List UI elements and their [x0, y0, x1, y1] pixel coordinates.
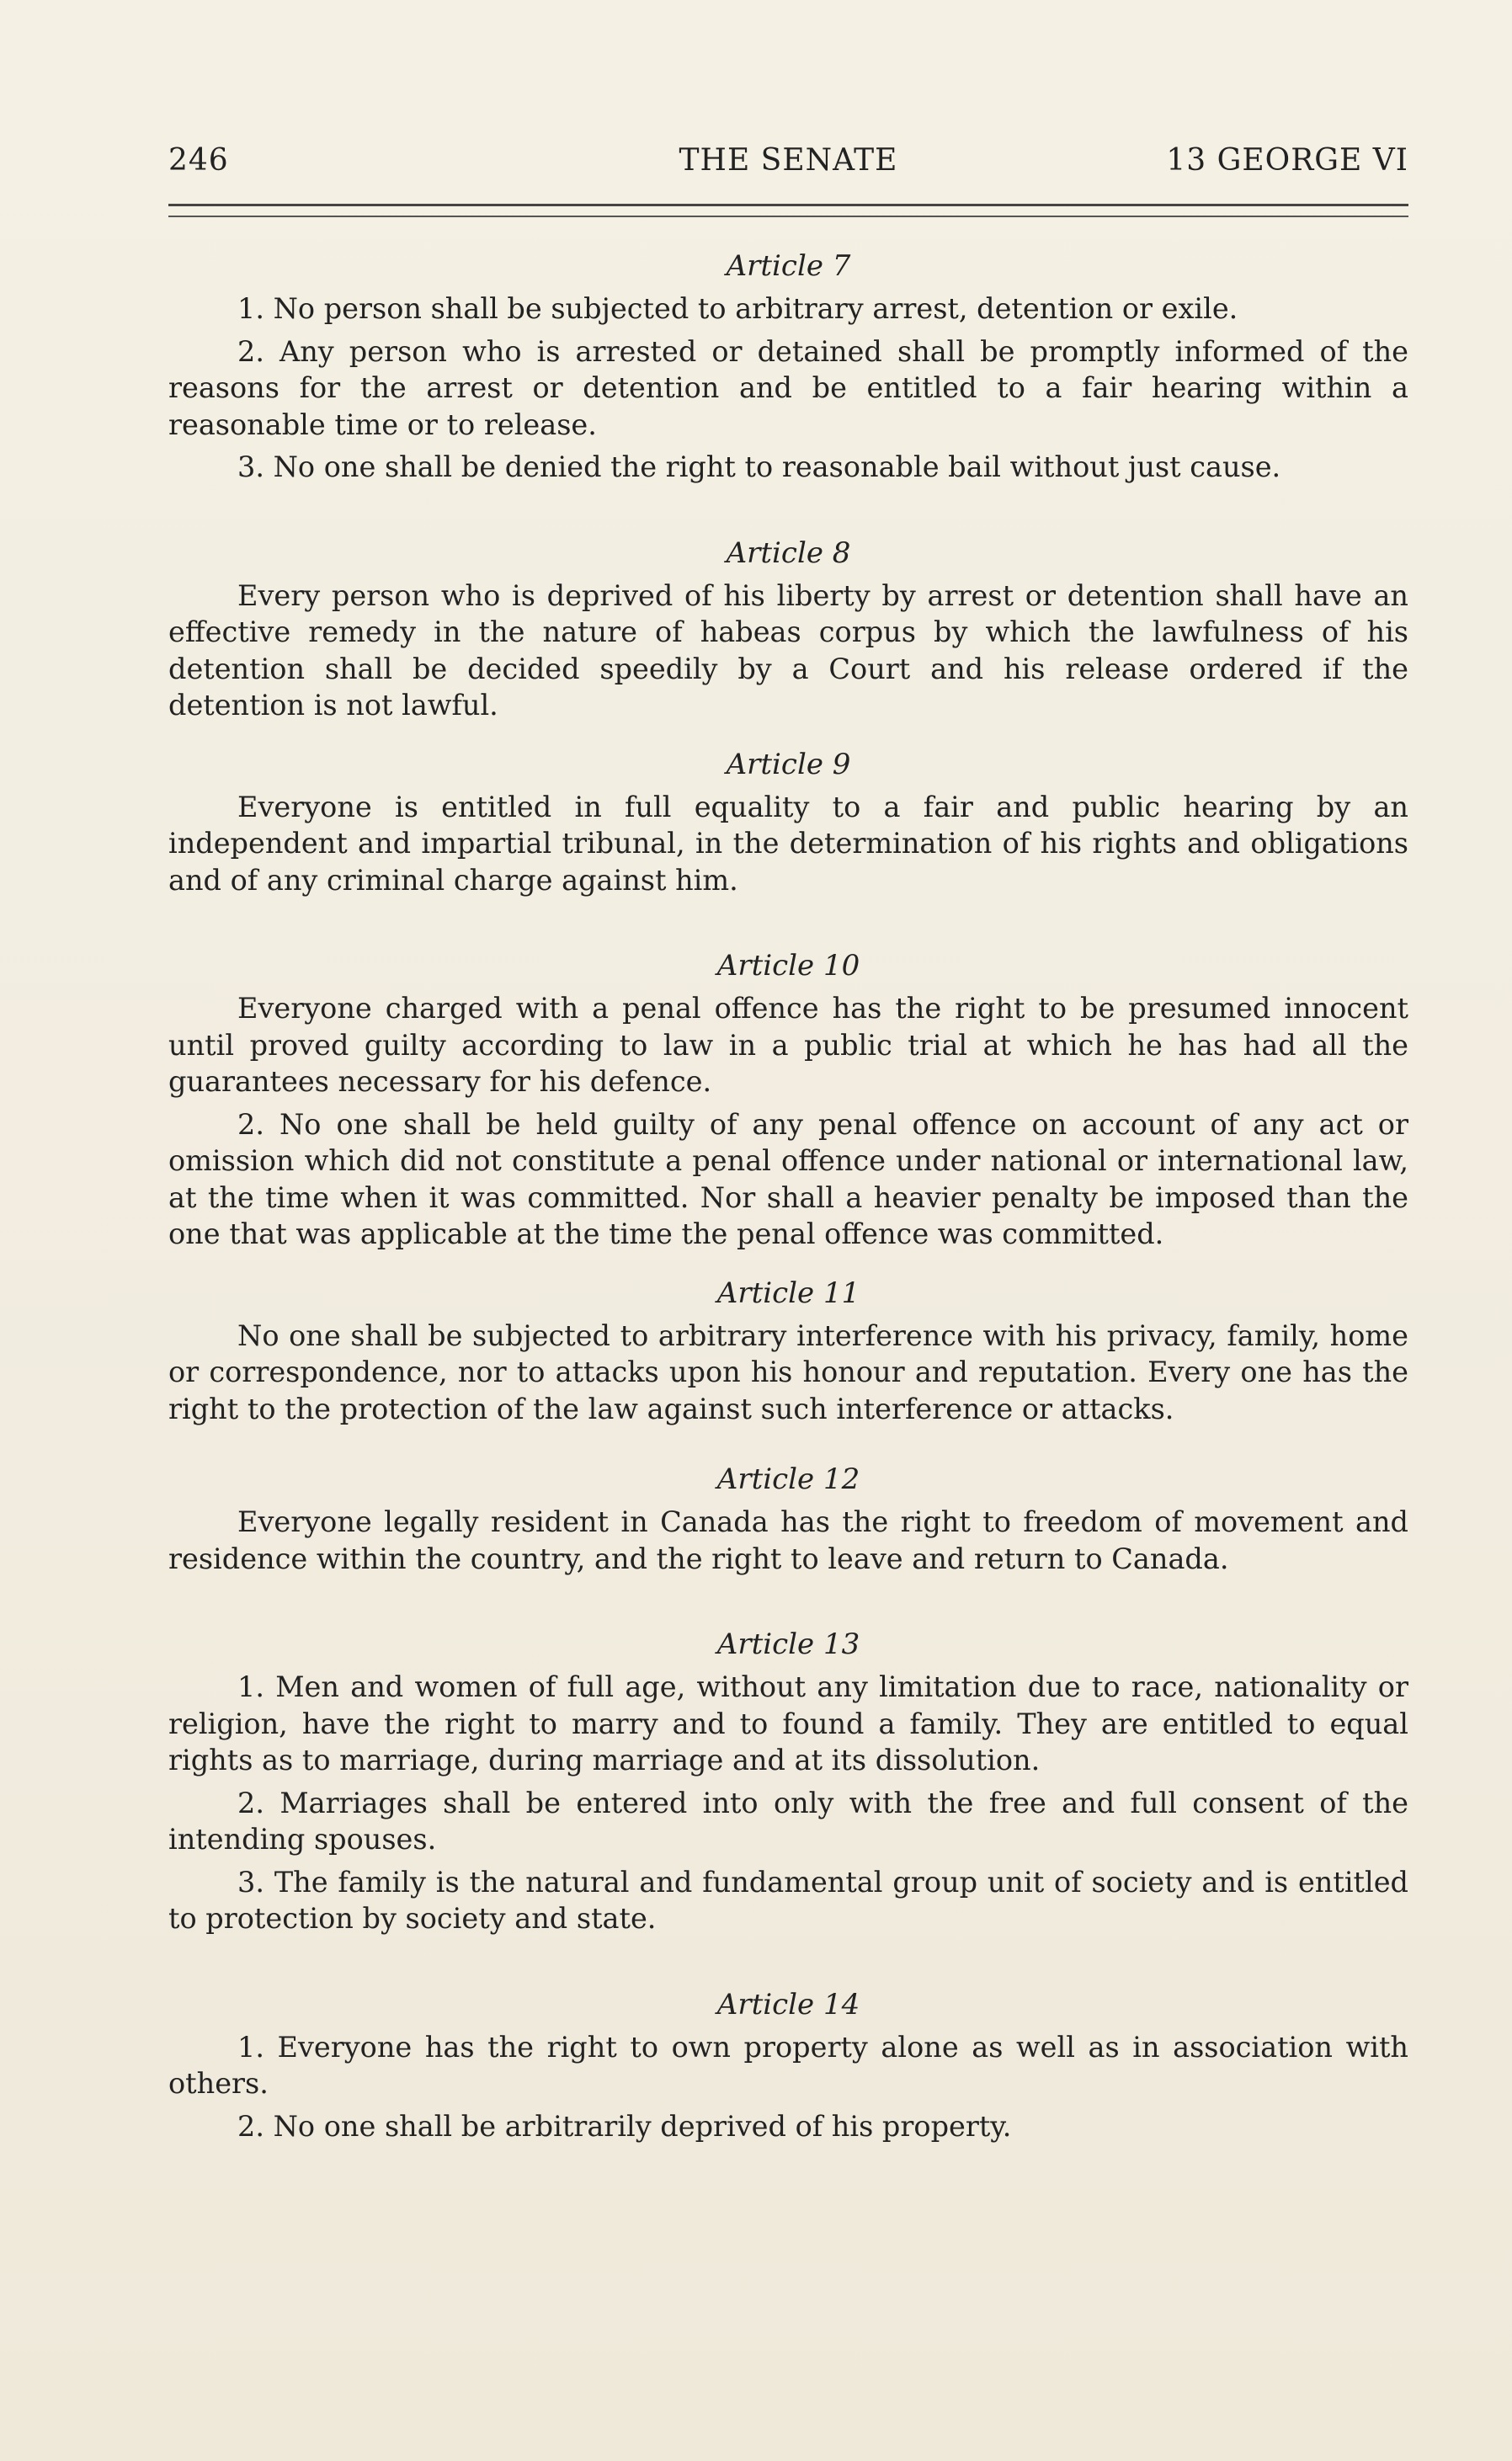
article-9	[168, 746, 1408, 899]
document-body	[168, 248, 1408, 2144]
paragraph: 2. No one shall be held guilty of any penal offence on account of any act or omission which did not constitute a penal offence under national or international law, at the time when it was committed. Nor shall a heavier penalty be imposed than the one that was applicable at the time the penal offence was committed.	[168, 1107, 1408, 1250]
paragraph: 1. No person shall be subjected to arbitrary arrest, detention or exile.	[237, 292, 1238, 325]
article-title: Article 9	[726, 747, 851, 781]
article-10	[168, 947, 1408, 1253]
paragraph: 2. Marriages shall be entered into only with the free and full consent of the intending spouses.	[168, 1786, 1408, 1856]
paragraph: Every person who is deprived of his liberty by arrest or detention shall have an effective remedy in the nature of habeas corpus by which the lawfulness of his detention shall be decided speedily by a Court and his release ordered if the detention is not lawful.	[168, 578, 1408, 722]
paragraph: 2. No one shall be arbitrarily deprived of his property.	[237, 2109, 1012, 2143]
paragraph: Everyone is entitled in full equality to a fair and public hearing by an independent and impartial tribunal, in the determination of his rights and obligations and of any criminal charge against him.	[168, 790, 1408, 897]
paragraph: 3. No one shall be denied the right to reasonable bail without just cause.	[237, 450, 1281, 483]
article-title: Article 11	[716, 1276, 860, 1310]
running-header	[168, 143, 1408, 187]
paragraph: Everyone legally resident in Canada has the right to freedom of movement and residence within the country, and the right to leave and return to Canada.	[168, 1505, 1408, 1575]
article-7	[168, 248, 1408, 486]
article-title: Article 7	[726, 249, 851, 283]
paragraph: Everyone charged with a penal offence has the right to be presumed innocent until proved guilty according to law in a public trial at which he has had all the guarantees necessary for his defence.	[168, 992, 1408, 1098]
article-11	[168, 1275, 1408, 1428]
header-title: THE SENATE	[679, 143, 898, 178]
header-double-rule	[168, 204, 1408, 217]
paragraph: 1. Everyone has the right to own property alone as well as in association with others.	[168, 2030, 1408, 2100]
article-title: Article 13	[716, 1627, 860, 1661]
paragraph: 3. The family is the natural and fundamental group unit of society and is entitled to protection by society and state.	[168, 1865, 1408, 1935]
article-title: Article 14	[716, 1987, 860, 2022]
article-title: Article 10	[716, 949, 860, 983]
paragraph: 2. Any person who is arrested or detained shall be promptly informed of the reasons for the arrest or detention and be entitled to a fair hearing within a reasonable time or to release.	[168, 334, 1408, 441]
paragraph: No one shall be subjected to arbitrary interference with his privacy, family, home or correspondence, nor to attacks upon his honour and reputation. Every one has the right to the protection of the law against such interference or attacks.	[168, 1318, 1408, 1425]
header-session: 13 GEORGE VI	[1166, 143, 1408, 178]
page-number: 246	[168, 143, 229, 178]
article-12	[168, 1461, 1408, 1577]
article-title: Article 12	[716, 1462, 860, 1496]
article-8	[168, 535, 1408, 724]
paragraph: 1. Men and women of full age, without any limitation due to race, nationality or religion, have the right to marry and to found a family. They are entitled to equal rights as to marriage, during marriage and at its dissolution.	[168, 1670, 1408, 1777]
article-13	[168, 1626, 1408, 1937]
article-14	[168, 1986, 1408, 2145]
article-title: Article 8	[726, 535, 851, 570]
